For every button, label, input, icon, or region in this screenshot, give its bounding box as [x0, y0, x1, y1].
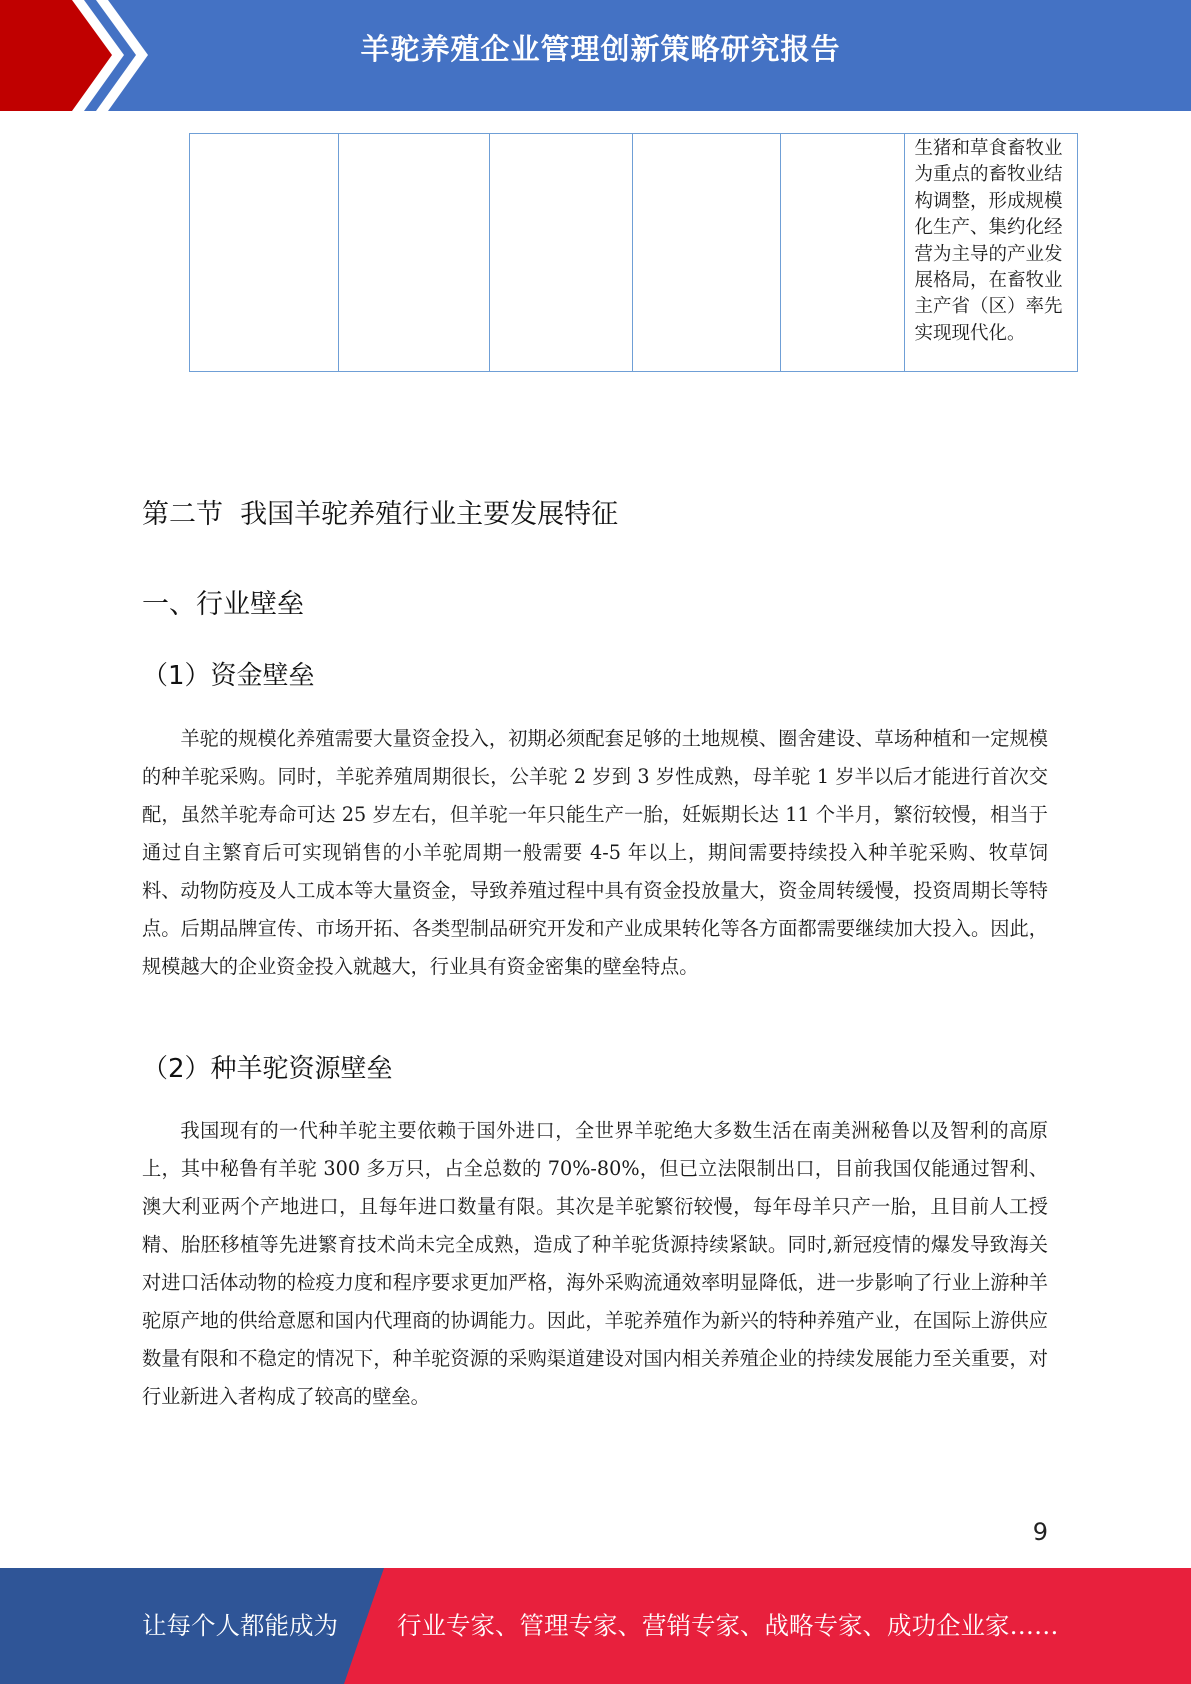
table-cell [632, 134, 780, 371]
page-header [0, 0, 1191, 111]
footer-slogan-left: 让每个人都能成为 [142, 1611, 338, 1640]
page-number: 9 [1032, 1518, 1048, 1546]
table-row [190, 134, 1079, 371]
report-title: 羊驼养殖企业管理创新策略研究报告 [360, 32, 841, 66]
table-cell-text: 生猪和草食畜牧业为重点的畜牧业结构调整，形成规模化生产、集约化经营为主导的产业发展格局，在畜牧业主产省（区）率先实现现代化。 [914, 138, 1063, 344]
heading-industry-barriers: 一、行业壁垒 [142, 589, 304, 620]
page-footer [0, 1568, 1191, 1684]
heading-breeding-resource-barrier: （2）种羊驼资源壁垒 [142, 1054, 393, 1084]
table-cell [190, 134, 338, 371]
paragraph-capital-barrier: 羊驼的规模化养殖需要大量资金投入，初期必须配套足够的土地规模、圈舍建设、草场种植和一定规模的种羊驼采购。同时，羊驼养殖周期很长，公羊驼 2 岁到 3 岁性成熟，母羊驼 1 岁半以后才能进行首次交配，虽然羊驼寿命可达 25 岁左右，但羊驼一年只能生产一胎，妊娠期长达 11 个半月，繁衍较慢，相当于通过自主繁育后可实现销售的小羊驼周期一般需要 4-5 年以上，期间需要持续投入种羊驼采购、牧草饲料、动物防疫及人工成本等大量资金，导致养殖过程中具有资金投放量大，资金周转缓慢，投资周期长等特点。后期品牌宣传、市场开拓、各类型制品研究开发和产业成果转化等各方面都需要继续加大投入。因此，规模越大的企业资金投入就越大，行业具有资金密集的壁垒特点。 [142, 727, 1048, 978]
continued-table [189, 133, 1078, 372]
section-title: 第二节 我国羊驼养殖行业主要发展特征 [142, 499, 619, 530]
table-cell [489, 134, 632, 371]
heading-capital-barrier: （1）资金壁垒 [142, 661, 315, 691]
table-cell [780, 134, 904, 371]
paragraph-breeding-resource-barrier: 我国现有的一代种羊驼主要依赖于国外进口，全世界羊驼绝大多数生活在南美洲秘鲁以及智利的高原上，其中秘鲁有羊驼 300 多万只，占全总数的 70%-80%，但已立法限制出口，目前我国仅能通过智利、澳大利亚两个产地进口，且每年进口数量有限。其次是羊驼繁衍较慢，每年母羊只产一胎，且目前人工授精、胎胚移植等先进繁育技术尚未完全成熟，造成了种羊驼货源持续紧缺。同时,新冠疫情的爆发导致海关对进口活体动物的检疫力度和程序要求更加严格，海外采购流通效率明显降低，进一步影响了行业上游种羊驼原产地的供给意愿和国内代理商的协调能力。因此，羊驼养殖作为新兴的特种养殖产业，在国际上游供应数量有限和不稳定的情况下，种羊驼资源的采购渠道建设对国内相关养殖企业的持续发展能力至关重要，对行业新进入者构成了较高的壁垒。 [142, 1119, 1048, 1408]
table-body [190, 134, 1079, 371]
table-cell [338, 134, 489, 371]
footer-slogan-right: 行业专家、管理专家、营销专家、战略专家、成功企业家…… [397, 1611, 1059, 1640]
table-cell [904, 134, 1079, 371]
